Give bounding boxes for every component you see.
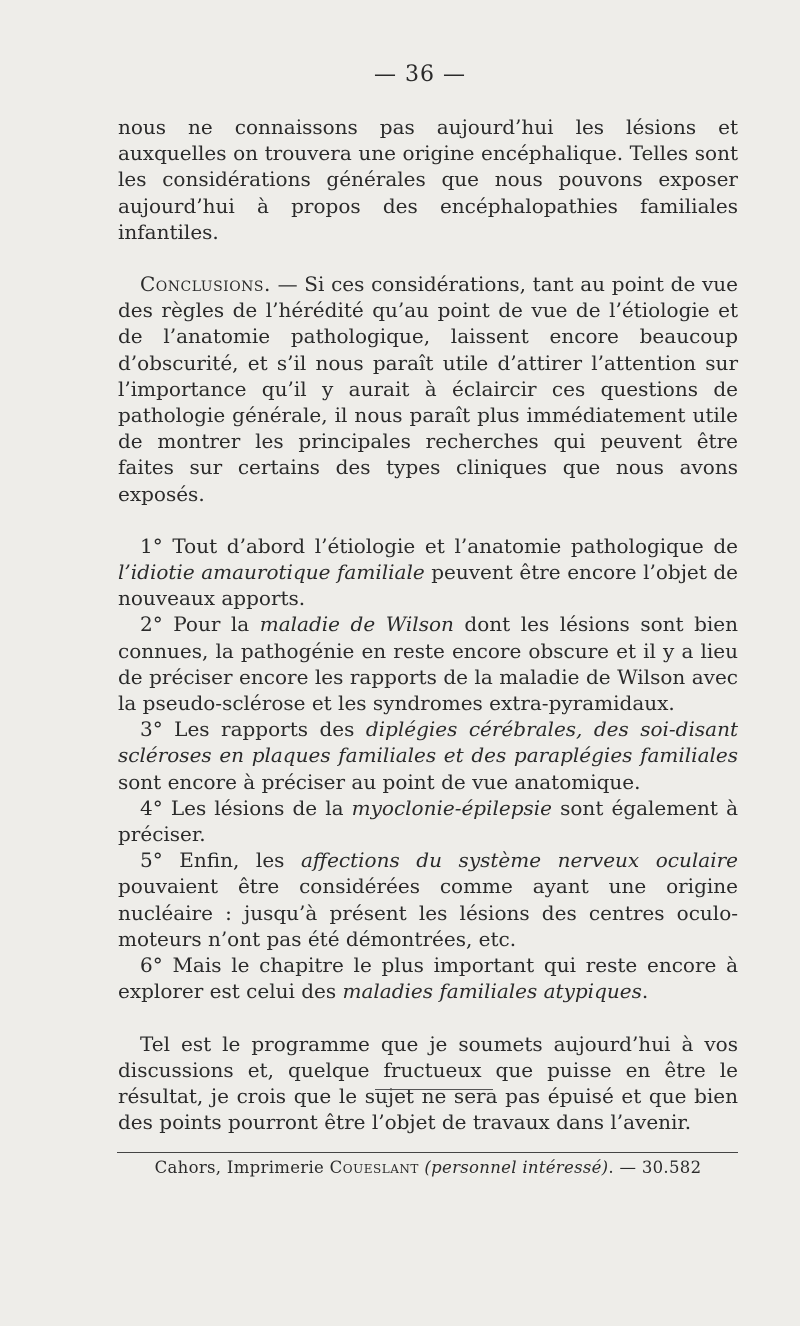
list-item-6: 6° Mais le chapitre le plus important qui reste encore à explorer est celui des maladies familiales atypiques. <box>118 953 738 1004</box>
end-rule <box>375 1089 493 1090</box>
page-number: — 36 — <box>374 62 466 87</box>
footer-rule <box>117 1152 738 1153</box>
paragraph-continued: nous ne connaissons pas aujourd’hui les lésions et auxquelles on trouvera une origine encéphalique. Telles sont les considérations générales que nous pouvons exposer aujourd’hui à propos des encéphalopathies familiales infantiles. <box>118 115 738 244</box>
list-item-1: 1° Tout d’abord l’étiologie et l’anatomie pathologique de l’idiotie amaurotique familiale peuvent être encore l’objet de nouveaux apports. <box>118 533 738 611</box>
paragraph-closing: Tel est le programme que je soumets aujourd’hui à vos discussions et, quelque fructueux que puisse en être le résultat, je crois que le sujet ne sera pas épuisé et que bien des points pourront être l’objet de travaux dans l’avenir. <box>118 1031 738 1135</box>
printer-imprint: Cahors, Imprimerie Coueslant (personnel intéressé). — 30.582 <box>154 1158 702 1177</box>
body-text <box>118 114 738 1135</box>
paragraph-conclusions: Conclusions. — Si ces considérations, tant au point de vue des règles de l’hérédité qu’au point de vue de l’étiologie et de l’anatomie pathologique, laissent encore beaucoup d’obscurité, et s’il nous paraît utile d’attirer l’attention sur l’importance qu’il y aurait à éclaircir ces questions de pathologie générale, il nous paraît plus immédiatement utile de montrer les principales recherches qui peuvent être faites sur certains des types cliniques que nous avons exposés. <box>118 272 738 506</box>
list-item-3: 3° Les rapports des diplégies cérébrales, des soi-disant scléroses en plaques familiales et des paraplégies familiales sont encore à préciser au point de vue anatomique. <box>118 717 738 794</box>
list-item-4: 4° Les lésions de la myoclonie-épilepsie sont également à préciser. <box>118 795 738 847</box>
section-heading: Conclusions. <box>140 272 271 297</box>
list-item-2: 2° Pour la maladie de Wilson dont les lésions sont bien connues, la pathogénie en reste encore obscure et il y a lieu de préciser encore les rapports de la maladie de Wilson avec la pseudo-sclérose et les syndromes extra-pyramidaux. <box>118 612 739 716</box>
list-item-5: 5° Enfin, les affections du système nerveux oculaire pouvaient être considérées comme ayant une origine nucléaire : jusqu’à présent les lésions des centres oculo-moteurs n’ont pas été démontrées, etc. <box>118 848 738 951</box>
